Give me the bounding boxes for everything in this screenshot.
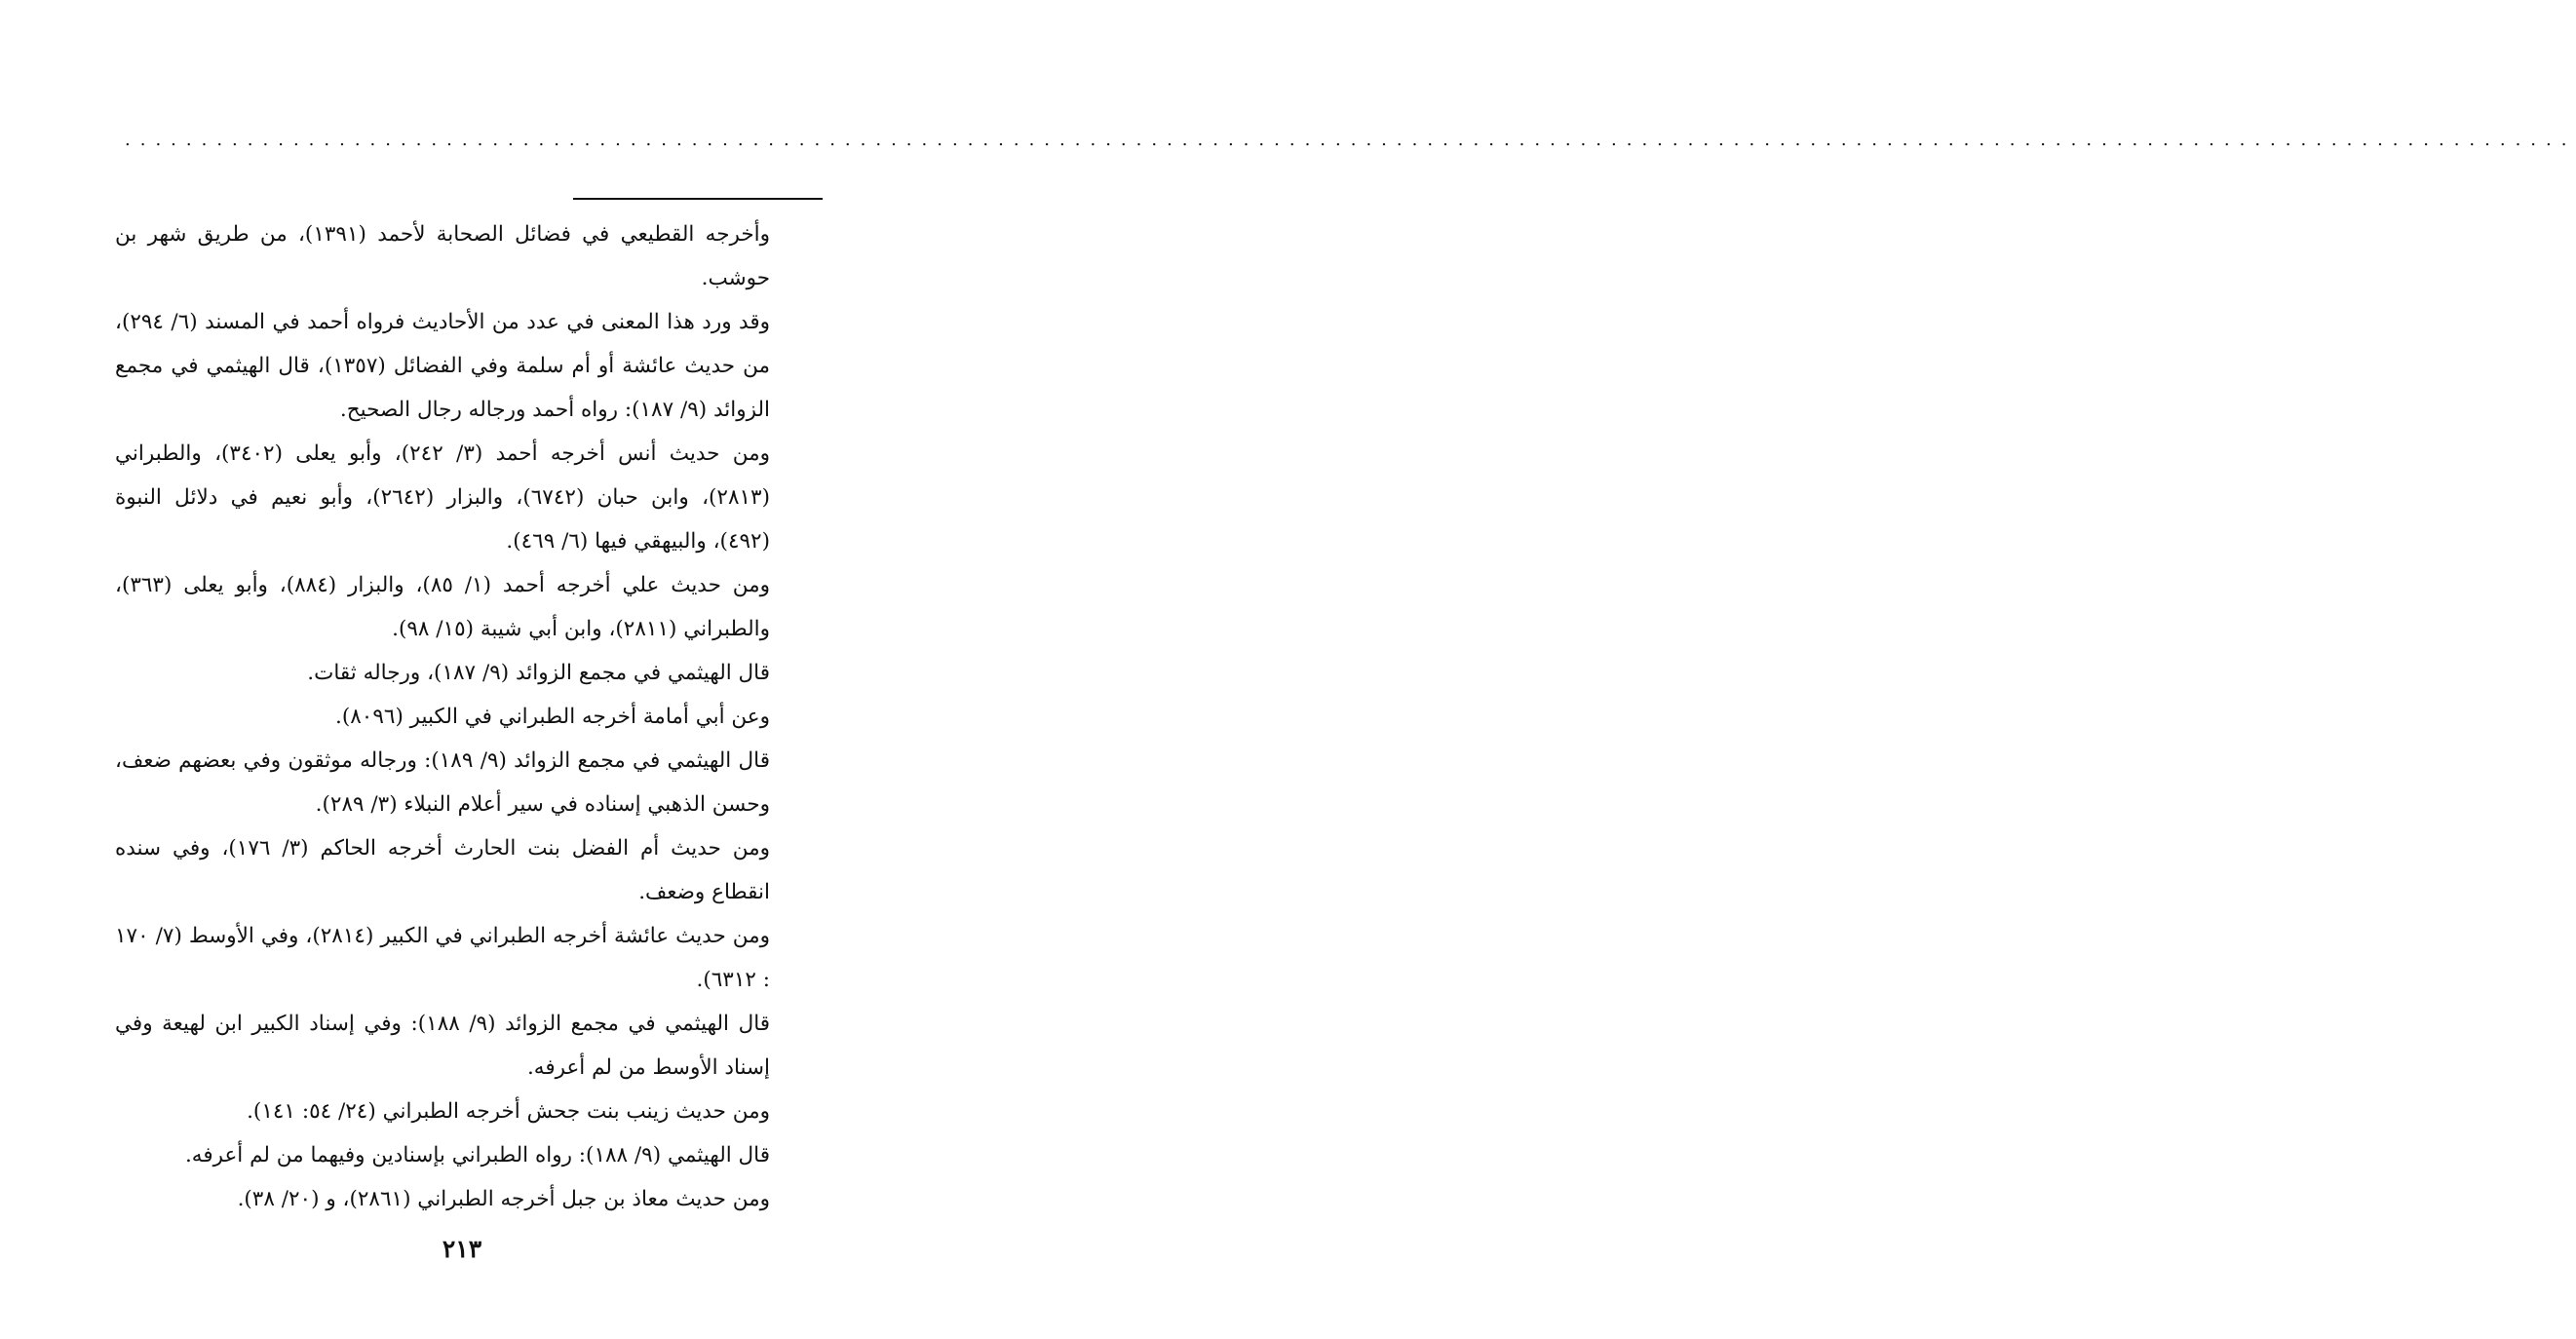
footnotes-body [115, 212, 823, 1221]
footnote-paragraph: وقد ورد هذا المعنى في عدد من الأحاديث فرواه أحمد في المسند (٦/ ٢٩٤)، من حديث عائشة أو أم سلمة وفي الفضائل (١٣٥٧)، قال الهيثمي في مجمع الزوائد (٩/ ١٨٧): رواه أحمد ورجاله رجال الصحيح. [115, 310, 771, 422]
footnote-paragraph: قال الهيثمي (٩/ ١٨٨): رواه الطبراني بإسنادين وفيهما من لم أعرفه. [184, 1143, 770, 1167]
footnote-paragraph: ومن حديث أنس أخرجه أحمد (٣/ ٢٤٢)، وأبو يعلى (٣٤٠٢)، والطبراني (٢٨١٣)، وابن حبان (٦٧٤٢)، والبزار (٢٦٤٢)، وأبو نعيم في دلائل النبوة (٤٩٢)، والبيهقي فيها (٦/ ٤٦٩). [115, 441, 771, 554]
footnote-rule [573, 198, 823, 200]
footnote-paragraph: ومن حديث عائشة أخرجه الطبراني في الكبير (٢٨١٤)، وفي الأوسط (٧/ ١٧٠ : ٦٣١٢). [115, 924, 770, 992]
footnote-paragraph: وعن أبي أمامة أخرجه الطبراني في الكبير (٨٠٩٦). [335, 705, 770, 729]
footnote-paragraph: قال الهيثمي في مجمع الزوائد (٩/ ١٨٧)، ورجاله ثقات. [307, 661, 770, 685]
dotted-separator: ................................................................................................................................................................ [125, 130, 2576, 150]
footnote-paragraph: قال الهيثمي في مجمع الزوائد (٩/ ١٨٩): ورجاله موثقون وفي بعضهم ضعف، وحسن الذهبي إسناده في سير أعلام النبلاء (٣/ ٢٨٩). [115, 748, 770, 817]
footnote-paragraph: ومن حديث أم الفضل بنت الحارث أخرجه الحاكم (٣/ ١٧٦)، وفي سنده انقطاع وضعف. [115, 836, 770, 904]
page-number: ٢١٣ [442, 1235, 482, 1263]
footnote-paragraph: ومن حديث علي أخرجه أحمد (١/ ٨٥)، والبزار (٨٨٤)، وأبو يعلى (٣٦٣)، والطبراني (٢٨١١)، وابن أبي شيبة (١٥/ ٩٨). [115, 573, 771, 641]
footnote-paragraph: وأخرجه القطيعي في فضائل الصحابة لأحمد (١٣٩١)، من طريق شهر بن حوشب. [115, 222, 770, 290]
footnote-paragraph: قال الهيثمي في مجمع الزوائد (٩/ ١٨٨): وفي إسناد الكبير ابن لهيعة وفي إسناد الأوسط من لم أعرفه. [115, 1012, 771, 1080]
footnote-paragraph: ومن حديث معاذ بن جبل أخرجه الطبراني (٢٨٦١)، و (٢٠/ ٣٨). [237, 1187, 770, 1211]
footnote-paragraph: ومن حديث زينب بنت جحش أخرجه الطبراني (٢٤/ ٥٤: ١٤١). [247, 1099, 770, 1124]
